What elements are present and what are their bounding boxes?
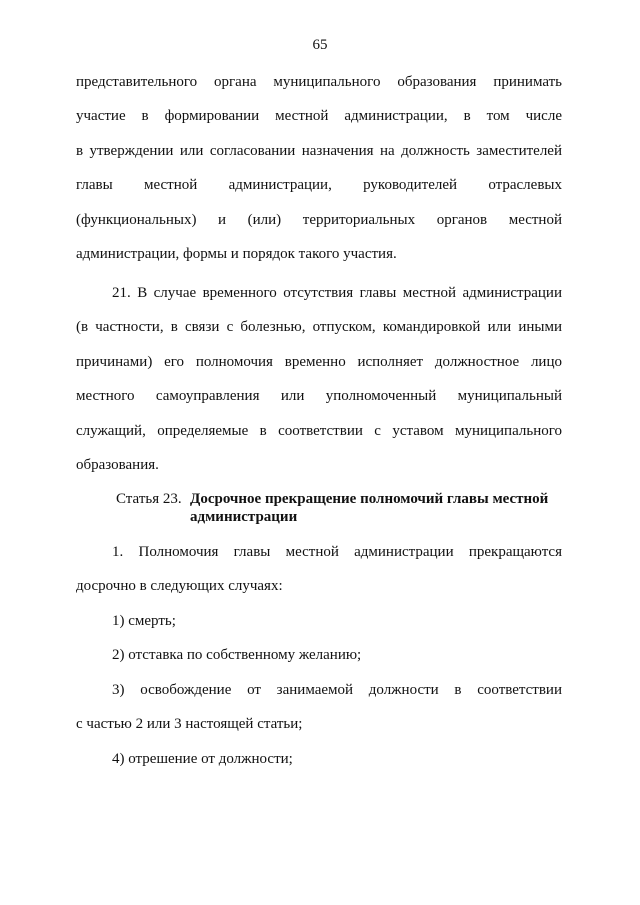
- list-item: 1) смерть;: [112, 613, 176, 629]
- text-line: в утверждении или согласовании назначения на должность заместителей: [76, 142, 562, 159]
- article-heading: [116, 490, 566, 526]
- list-item: 3) освобождение от занимаемой должности в соответствии: [112, 681, 562, 698]
- list-item: 4) отрешение от должности;: [112, 750, 293, 767]
- text-line: администрации, формы и порядок такого участия.: [76, 245, 397, 262]
- text-line: участие в формировании местной администрации, в том числе: [76, 108, 562, 125]
- paragraph-item-21: [76, 284, 562, 490]
- text-line: досрочно в следующих случаях:: [76, 578, 283, 595]
- text-line: главы местной администрации, руководителей отраслевых: [76, 177, 562, 194]
- page-number: 65: [312, 37, 328, 53]
- text-line: (в частности, в связи с болезнью, отпуском, командировкой или иными: [76, 319, 562, 336]
- article-title-line: администрации: [190, 509, 298, 525]
- text-line: 21. В случае временного отсутствия главы местной администрации: [112, 285, 562, 301]
- article-label: Статья 23.: [116, 491, 182, 507]
- text-line: образования.: [76, 456, 159, 473]
- list-item-continuation: с частью 2 или 3 настоящей статьи;: [76, 716, 303, 733]
- list-item: 2) отставка по собственному желанию;: [112, 647, 362, 664]
- article-title-line: Досрочное прекращение полномочий главы местной: [190, 491, 549, 507]
- text-line: (функциональных) и (или) территориальных органов местной: [76, 211, 562, 228]
- paragraph-continuation: [76, 73, 562, 279]
- text-line: местного самоуправления или уполномоченный муниципальный: [76, 388, 562, 405]
- article-title: [190, 490, 548, 526]
- paragraph-part-1: [76, 543, 562, 612]
- list-items: [76, 612, 562, 784]
- text-line: представительного органа муниципального образования принимать: [76, 74, 562, 90]
- text-line: 1. Полномочия главы местной администрации прекращаются: [112, 544, 562, 560]
- text-line: служащий, определяемые в соответствии с уставом муниципального: [76, 422, 562, 439]
- text-line: причинами) его полномочия временно исполняет должностное лицо: [76, 353, 562, 370]
